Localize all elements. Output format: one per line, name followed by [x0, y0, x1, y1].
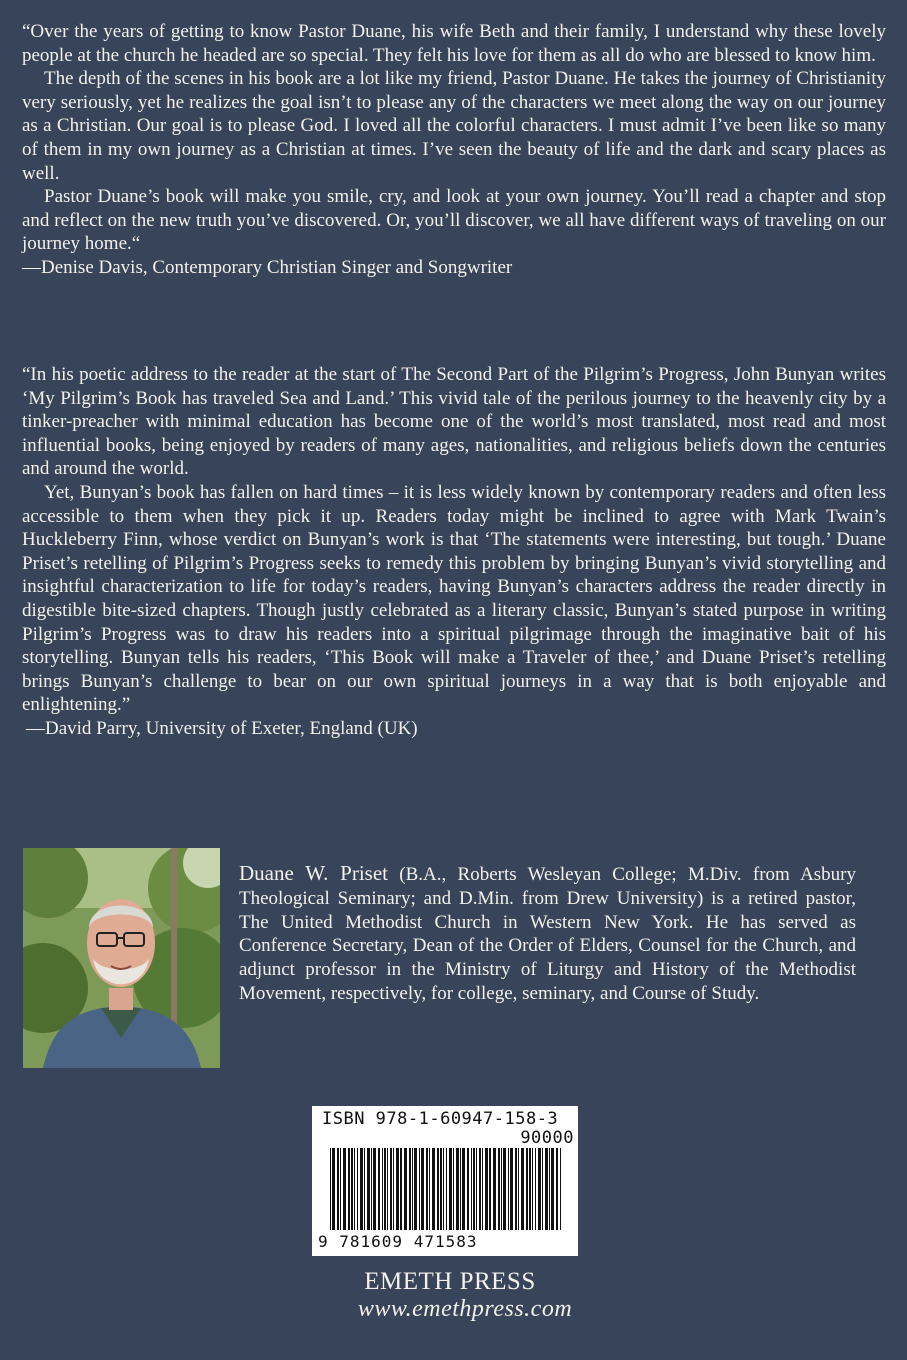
- endorsement-denise-davis: [22, 20, 886, 280]
- barcode-bar: [460, 1148, 461, 1230]
- endorsement-paragraph: Pastor Duane’s book will make you smile, cry, and look at your own journey. You’ll read a chapter and stop and reflect on the new truth you’ve discovered. Or, you’ll discover, we all have different ways of traveling on our journey home.“: [22, 186, 886, 255]
- barcode-bar: [446, 1148, 447, 1230]
- isbn-label: ISBN 978-1-60947-158-3: [322, 1109, 559, 1129]
- barcode-bar: [404, 1148, 407, 1230]
- barcode-bar: [384, 1148, 386, 1230]
- barcode-bar: [493, 1148, 496, 1230]
- barcode-bar: [367, 1148, 370, 1230]
- barcode-bar: [545, 1148, 548, 1230]
- publisher-name: EMETH PRESS: [364, 1268, 536, 1295]
- barcode-bar: [360, 1148, 363, 1230]
- barcode-bar: [421, 1148, 424, 1230]
- barcode-bar: [542, 1148, 543, 1230]
- barcode-bar: [343, 1148, 346, 1230]
- barcode-bar: [412, 1148, 413, 1230]
- barcode-bar: [508, 1148, 509, 1230]
- barcode-bar: [371, 1148, 372, 1230]
- barcode-bar: [515, 1148, 517, 1230]
- barcode-bar: [373, 1148, 376, 1230]
- publisher-url: www.emethpress.com: [357, 1296, 573, 1322]
- barcode-bar: [479, 1148, 481, 1230]
- barcode-bar: [453, 1148, 454, 1230]
- barcode-bar: [510, 1148, 513, 1230]
- barcode-bar: [501, 1148, 502, 1230]
- barcode-bar: [498, 1148, 500, 1230]
- author-name: Duane W. Priset: [239, 861, 388, 885]
- barcode-bar: [390, 1148, 392, 1230]
- barcode-bar: [549, 1148, 550, 1230]
- barcode-bar: [437, 1148, 439, 1230]
- barcode-bar: [396, 1148, 399, 1230]
- barcode-bar: [414, 1148, 417, 1230]
- barcode-bar: [354, 1148, 355, 1230]
- endorsement-paragraph: “In his poetic address to the reader at the start of The Second Part of the Pilgrim’s Progress, John Bunyan writes ‘My Pilgrim’s Book has traveled Sea and Land.’ This vivid tale of the perilous journey to the heavenly city by a tinker-preacher with minimal education has become one of the world’s most translated, most read and most influential books, being enjoyed by readers of many ages, nationalities, and religious beliefs down the centuries and around the world.: [22, 364, 886, 480]
- barcode-bar: [535, 1148, 536, 1230]
- barcode-bar: [456, 1148, 459, 1230]
- barcode-bar: [429, 1148, 430, 1230]
- barcode-bar: [551, 1148, 554, 1230]
- barcode-bar: [387, 1148, 388, 1230]
- barcode-bar: [332, 1148, 335, 1230]
- barcode-bar: [432, 1148, 435, 1230]
- barcode-bar: [409, 1148, 411, 1230]
- author-bio: [239, 862, 856, 1006]
- barcode-bar: [378, 1148, 380, 1230]
- barcode-bar: [462, 1148, 465, 1230]
- barcode-bar: [556, 1148, 558, 1230]
- barcode-bar: [443, 1148, 444, 1230]
- isbn-barcode: [312, 1106, 578, 1256]
- barcode-bar: [560, 1148, 561, 1230]
- barcode-bar: [482, 1148, 483, 1230]
- endorsement-paragraph: The depth of the scenes in his book are a lot like my friend, Pastor Duane. He takes the journey of Christianity very seriously, yet he realizes the goal isn’t to please any of the characters we meet along the way on our journey as a Christian. Our goal is to please God. I loved all the colorful characters. I must admit I’ve been like so many of them in my own journey as a Christian at times. I’ve seen the beauty of life and the dark and scary places as well.: [22, 68, 886, 184]
- barcode-bar: [489, 1148, 491, 1230]
- barcode-bar: [532, 1148, 533, 1230]
- barcode-bar: [382, 1148, 383, 1230]
- barcode-bar: [503, 1148, 506, 1230]
- barcode-bar: [526, 1148, 528, 1230]
- barcode-bar: [440, 1148, 442, 1230]
- author-photo: [23, 848, 220, 1068]
- author-bio-text: (B.A., Roberts Wesleyan College; M.Div. from Asbury Theological Seminary; and D.Min. from Drew University) is a retired pastor, The United Methodist Church in Western New York. He has served as Conference Secretary, Dean of the Order of Elders, Counsel for the Church, and adjunct professor in the Ministry of Liturgy and History of the Methodist Movement, respectively, for college, seminary, and Course of Study.: [239, 864, 857, 1004]
- barcode-bar: [449, 1148, 452, 1230]
- barcode-bar: [538, 1148, 541, 1230]
- price-code: 90000: [520, 1128, 574, 1148]
- barcode-bar: [348, 1148, 350, 1230]
- barcode-bar: [419, 1148, 420, 1230]
- barcode-bar: [330, 1148, 331, 1230]
- barcode-bar: [426, 1148, 428, 1230]
- endorsement-david-parry: [22, 363, 886, 741]
- endorsement-paragraph: Yet, Bunyan’s book has fallen on hard times – it is less widely known by contemporary readers and often less accessible to them when they pick it up. Readers today might be inclined to agree with Mark Twain’s Huckleberry Finn, whose verdict on Bunyan’s work is that ‘The statements were interesting, but tough.’ Duane Priset’s retelling of Pilgrim’s Progress seeks to remedy this problem by bringing Bunyan’s vivid storytelling and insightful characterization to life for today’s readers, having Bunyan’s characters address the reader directly in digestible bite-sized chapters. Though justly celebrated as a literary classic, Bunyan’s stated purpose in writing Pilgrim’s Progress was to draw his readers into a spiritual pilgrimage through the imaginative bait of his storytelling. Bunyan tells his readers, ‘This Book will make a Traveler of thee,’ and Duane Priset’s retelling brings Bunyan’s challenge to bear on our own spiritual journeys in a way that is both enjoyable and enlightening.”: [22, 481, 886, 716]
- barcode-bar: [471, 1148, 472, 1230]
- barcode-bar: [337, 1148, 339, 1230]
- barcode-bar: [485, 1148, 488, 1230]
- barcode-bar: [476, 1148, 477, 1230]
- barcode-bar: [340, 1148, 341, 1230]
- barcode-bar: [518, 1148, 519, 1230]
- barcode-digits: 9 781609 471583: [318, 1232, 478, 1251]
- endorsement-attribution: —David Parry, University of Exeter, England (UK): [26, 717, 418, 739]
- endorsement-attribution: —Denise Davis, Contemporary Christian Singer and Songwriter: [22, 256, 513, 278]
- barcode-bar: [467, 1148, 469, 1230]
- barcode-bar: [473, 1148, 475, 1230]
- barcode-bar: [521, 1148, 524, 1230]
- barcode-bar: [529, 1148, 531, 1230]
- barcode-bar: [400, 1148, 402, 1230]
- barcode-bar: [357, 1148, 358, 1230]
- endorsement-paragraph: “Over the years of getting to know Pastor Duane, his wife Beth and their family, I understand why these lovely people at the church he headed are so special. They felt his love for them as all do who are blessed to know him.: [22, 21, 886, 66]
- barcode-bar: [364, 1148, 365, 1230]
- barcode-bar: [393, 1148, 394, 1230]
- barcode-bar: [351, 1148, 353, 1230]
